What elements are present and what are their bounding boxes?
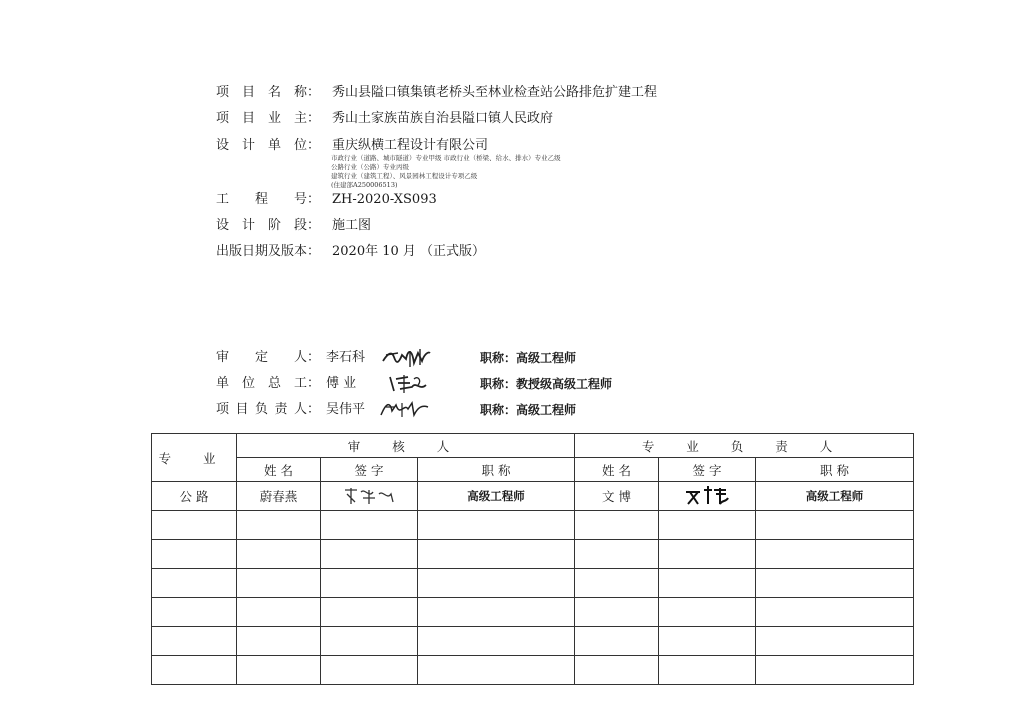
cell-lead-name — [575, 627, 659, 656]
review-table — [151, 433, 914, 685]
table-row — [152, 540, 914, 569]
cert-line: 公路行业（公路）专业丙级 — [331, 163, 409, 171]
table-row — [152, 569, 914, 598]
signature-image — [378, 397, 430, 421]
cell-lead-name — [575, 598, 659, 627]
project-name-value: 秀山县隘口镇集镇老桥头至林业检查站公路排危扩建工程 — [332, 85, 658, 100]
signature-image — [339, 484, 399, 506]
cell-lead-sign — [659, 569, 756, 598]
cell-review-title — [418, 656, 575, 685]
cert-line: (住建部A250006513) — [331, 181, 398, 189]
cell-lead-sign — [659, 540, 756, 569]
project-no-label: 工 程 号： — [216, 192, 320, 207]
owner-label: 项 目 业 主： — [216, 111, 320, 126]
review-group-header: 审 核 人 — [237, 434, 575, 458]
cell-lead-sign — [659, 482, 756, 511]
cell-specialty — [152, 540, 237, 569]
date-label: 出版日期及版本： — [216, 244, 321, 259]
cell-review-sign — [321, 511, 418, 540]
date-value: 2020年 10 月 （正式版） — [332, 244, 486, 259]
cell-review-name — [237, 627, 321, 656]
table-row — [152, 656, 914, 685]
owner-value: 秀山土家族苗族自治县隘口镇人民政府 — [332, 111, 554, 126]
cell-review-sign — [321, 482, 418, 511]
table-row — [152, 482, 914, 511]
cell-specialty: 公 路 — [152, 482, 237, 511]
signoff-name: 李石科 — [326, 350, 366, 365]
signature-image — [682, 484, 732, 506]
cell-review-sign — [321, 627, 418, 656]
table-header-row — [152, 434, 914, 458]
cell-lead-title — [756, 656, 914, 685]
designer-value: 重庆纵横工程设计有限公司 — [332, 138, 489, 153]
lead-group-header: 专 业 负 责 人 — [575, 434, 914, 458]
project-name-label: 项 目 名 称： — [216, 85, 320, 100]
cell-lead-title — [756, 511, 914, 540]
cell-review-title — [418, 569, 575, 598]
cell-review-name — [237, 540, 321, 569]
cell-review-sign — [321, 540, 418, 569]
signoff-label: 项 目 负 责 人： — [216, 402, 320, 417]
cell-lead-sign — [659, 656, 756, 685]
cell-lead-title — [756, 569, 914, 598]
cell-review-title — [418, 540, 575, 569]
cell-review-title — [418, 511, 575, 540]
table-subheader-row — [152, 458, 914, 482]
stage-value: 施工图 — [332, 218, 372, 233]
cell-lead-title — [756, 627, 914, 656]
cell-specialty — [152, 656, 237, 685]
cell-lead-sign — [659, 627, 756, 656]
cell-review-sign — [321, 598, 418, 627]
cell-lead-name: 文 博 — [575, 482, 659, 511]
cell-review-title — [418, 627, 575, 656]
cell-review-name — [237, 656, 321, 685]
cell-review-title — [418, 598, 575, 627]
signoff-title: 职称：教授级高级工程师 — [480, 377, 613, 391]
signoff-name: 吴伟平 — [326, 402, 366, 417]
cell-review-name: 蔚春燕 — [237, 482, 321, 511]
signoff-title: 职称：高级工程师 — [480, 403, 577, 417]
col-header-sign: 签 字 — [659, 458, 756, 482]
col-header-title: 职 称 — [418, 458, 575, 482]
signoff-label: 单 位 总 工： — [216, 376, 320, 391]
signoff-name: 傅 业 — [326, 376, 357, 391]
cert-line: 市政行业（道路、城市隧道）专业甲级 市政行业（桥梁、给水、排水）专业乙级 — [331, 154, 561, 162]
stage-label: 设 计 阶 段： — [216, 218, 320, 233]
table-row — [152, 511, 914, 540]
table-row — [152, 627, 914, 656]
cell-specialty — [152, 511, 237, 540]
col-header-sign: 签 字 — [321, 458, 418, 482]
cell-lead-name — [575, 656, 659, 685]
cell-review-name — [237, 511, 321, 540]
signature-image — [386, 371, 430, 395]
cell-lead-name — [575, 511, 659, 540]
cell-lead-sign — [659, 598, 756, 627]
signature-image — [380, 345, 432, 369]
cell-review-title: 高级工程师 — [418, 482, 575, 511]
cell-specialty — [152, 569, 237, 598]
cell-lead-title — [756, 598, 914, 627]
cert-line: 建筑行业（建筑工程）、风景园林工程设计专项乙级 — [331, 172, 478, 180]
col-header-title: 职 称 — [756, 458, 914, 482]
cell-lead-name — [575, 540, 659, 569]
specialty-header: 专 业 — [152, 434, 237, 482]
signoff-label: 审 定 人： — [216, 350, 320, 365]
cell-specialty — [152, 598, 237, 627]
cell-lead-title: 高级工程师 — [756, 482, 914, 511]
designer-label: 设 计 单 位： — [216, 138, 320, 153]
cell-lead-sign — [659, 511, 756, 540]
signoff-title: 职称：高级工程师 — [480, 351, 577, 365]
cell-review-sign — [321, 656, 418, 685]
cell-lead-title — [756, 540, 914, 569]
cell-review-name — [237, 598, 321, 627]
cell-lead-name — [575, 569, 659, 598]
col-header-name: 姓 名 — [575, 458, 659, 482]
cell-review-name — [237, 569, 321, 598]
table-row — [152, 598, 914, 627]
col-header-name: 姓 名 — [237, 458, 321, 482]
project-no-value: ZH-2020-XS093 — [332, 192, 437, 207]
cell-specialty — [152, 627, 237, 656]
cell-review-sign — [321, 569, 418, 598]
